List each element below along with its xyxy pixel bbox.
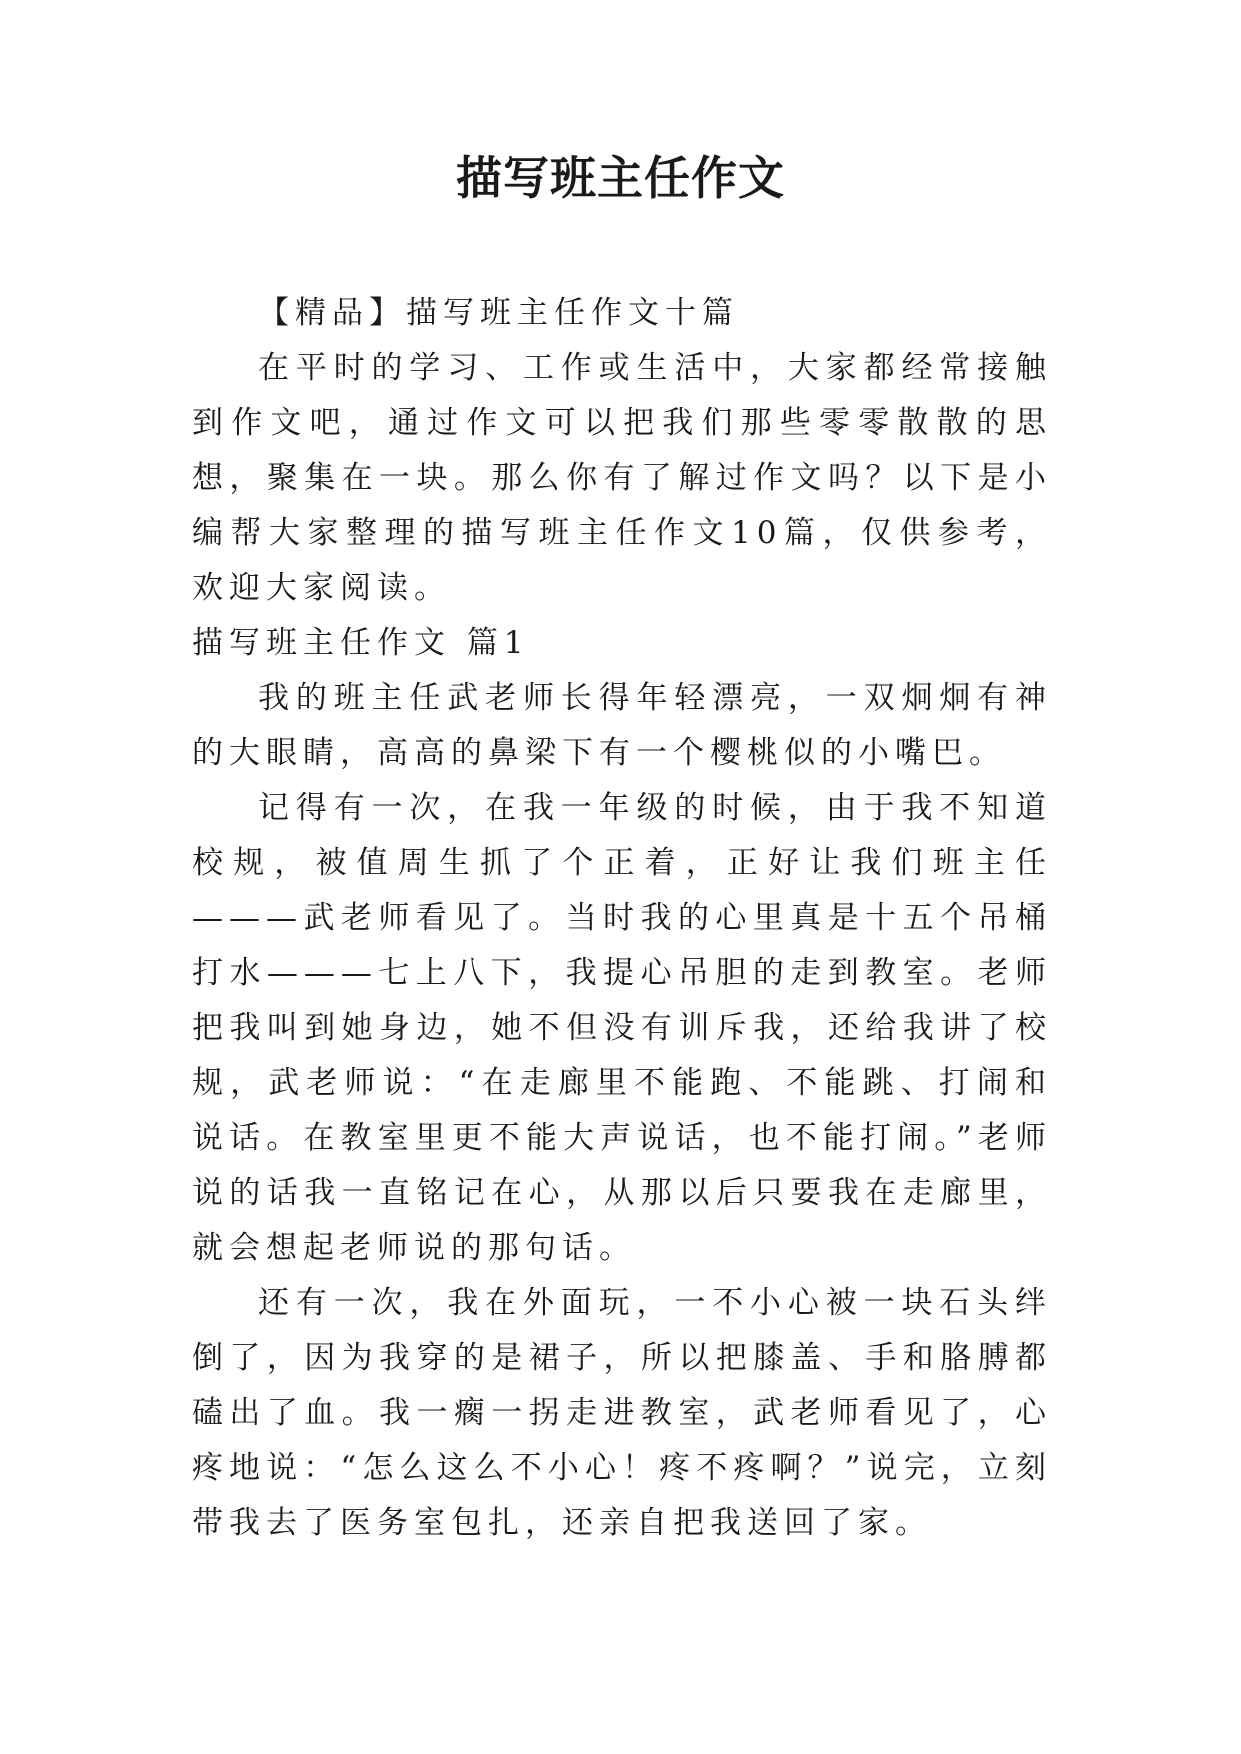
document-title: 描写班主任作文 [456,151,785,205]
body-paragraph-2: 记得有一次，在我一年级的时候，由于我不知道校规，被值周生抓了个正着，正好让我们班主任———武老师看见了。当时我的心里真是十五个吊桶打水———七上八下，我提心吊胆的走到教室。老师把我叫到她身边，她不但没有训斥我，还给我讲了校规，武老师说：“在走廊里不能跑、不能跳、打闹和说话。在教室里更不能大声说话，也不能打闹。”老师说的话我一直铭记在心，从那以后只要我在走廊里，就会想起老师说的那句话。 [192,790,1052,1266]
intro-paragraph: 在平时的学习、工作或生活中，大家都经常接触到作文吧，通过作文可以把我们那些零零散散的思想，聚集在一块。那么你有了解过作文吗？以下是小编帮大家整理的描写班主任作文10篇，仅供参考，欢迎大家阅读。 [192,350,1052,606]
document-body [192,286,1052,1551]
body-paragraph-3: 还有一次，我在外面玩，一不小心被一块石头绊倒了，因为我穿的是裙子，所以把膝盖、手和胳膊都磕出了血。我一瘸一拐走进教室，武老师看见了，心疼地说：“怎么这么不小心！疼不疼啊？”说完，立刻带我去了医务室包扎，还亲自把我送回了家。 [192,1285,1052,1541]
body-paragraph-1: 我的班主任武老师长得年轻漂亮，一双炯炯有神的大眼睛，高高的鼻梁下有一个樱桃似的小嘴巴。 [192,680,1052,771]
intro-subtitle: 【精品】描写班主任作文十篇 [258,295,739,331]
section-heading: 描写班主任作文 篇1 [192,625,530,661]
